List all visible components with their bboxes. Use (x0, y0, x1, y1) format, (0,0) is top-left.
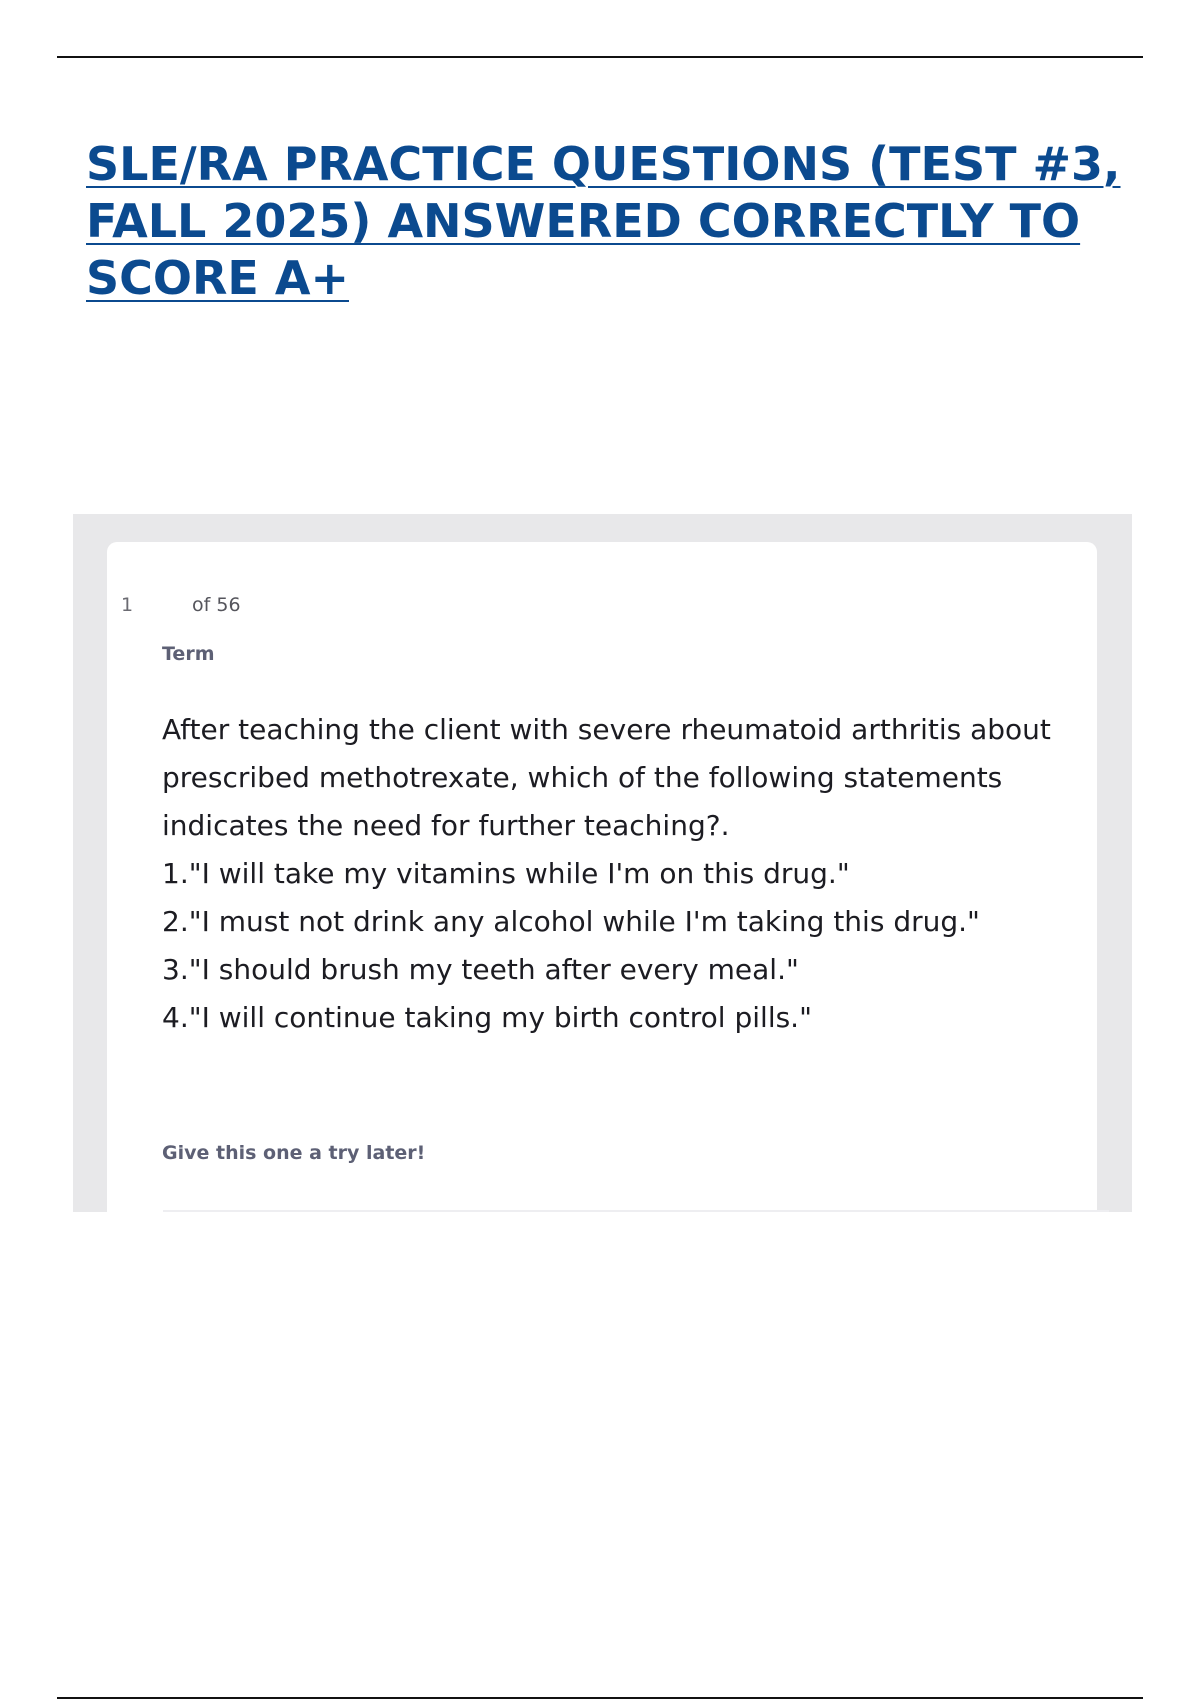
flashcard (107, 542, 1097, 1212)
option-3: 3."I should brush my teeth after every meal." (162, 953, 799, 986)
flashcard-panel (73, 514, 1132, 1212)
option-2: 2."I must not drink any alcohol while I'm taking this drug." (162, 905, 980, 938)
document-title: SLE/RA PRACTICE QUESTIONS (TEST #3, FALL 2025) ANSWERED CORRECTLY TO SCORE A+ (86, 137, 1121, 305)
card-total: of 56 (192, 594, 241, 616)
question-text: After teaching the client with severe rheumatoid arthritis about prescribed methotrexate, which of the following statements indicates the need for further teaching?. (162, 713, 1051, 842)
option-1: 1."I will take my vitamins while I'm on this drug." (162, 857, 850, 890)
question-body (162, 706, 1062, 1042)
option-4: 4."I will continue taking my birth control pills." (162, 1001, 812, 1034)
bottom-rule (57, 1697, 1143, 1699)
top-rule (57, 56, 1143, 58)
term-label: Term (162, 643, 215, 665)
card-index: 1 (121, 594, 134, 616)
card-divider (163, 1210, 1109, 1212)
try-later-hint: Give this one a try later! (162, 1142, 426, 1164)
